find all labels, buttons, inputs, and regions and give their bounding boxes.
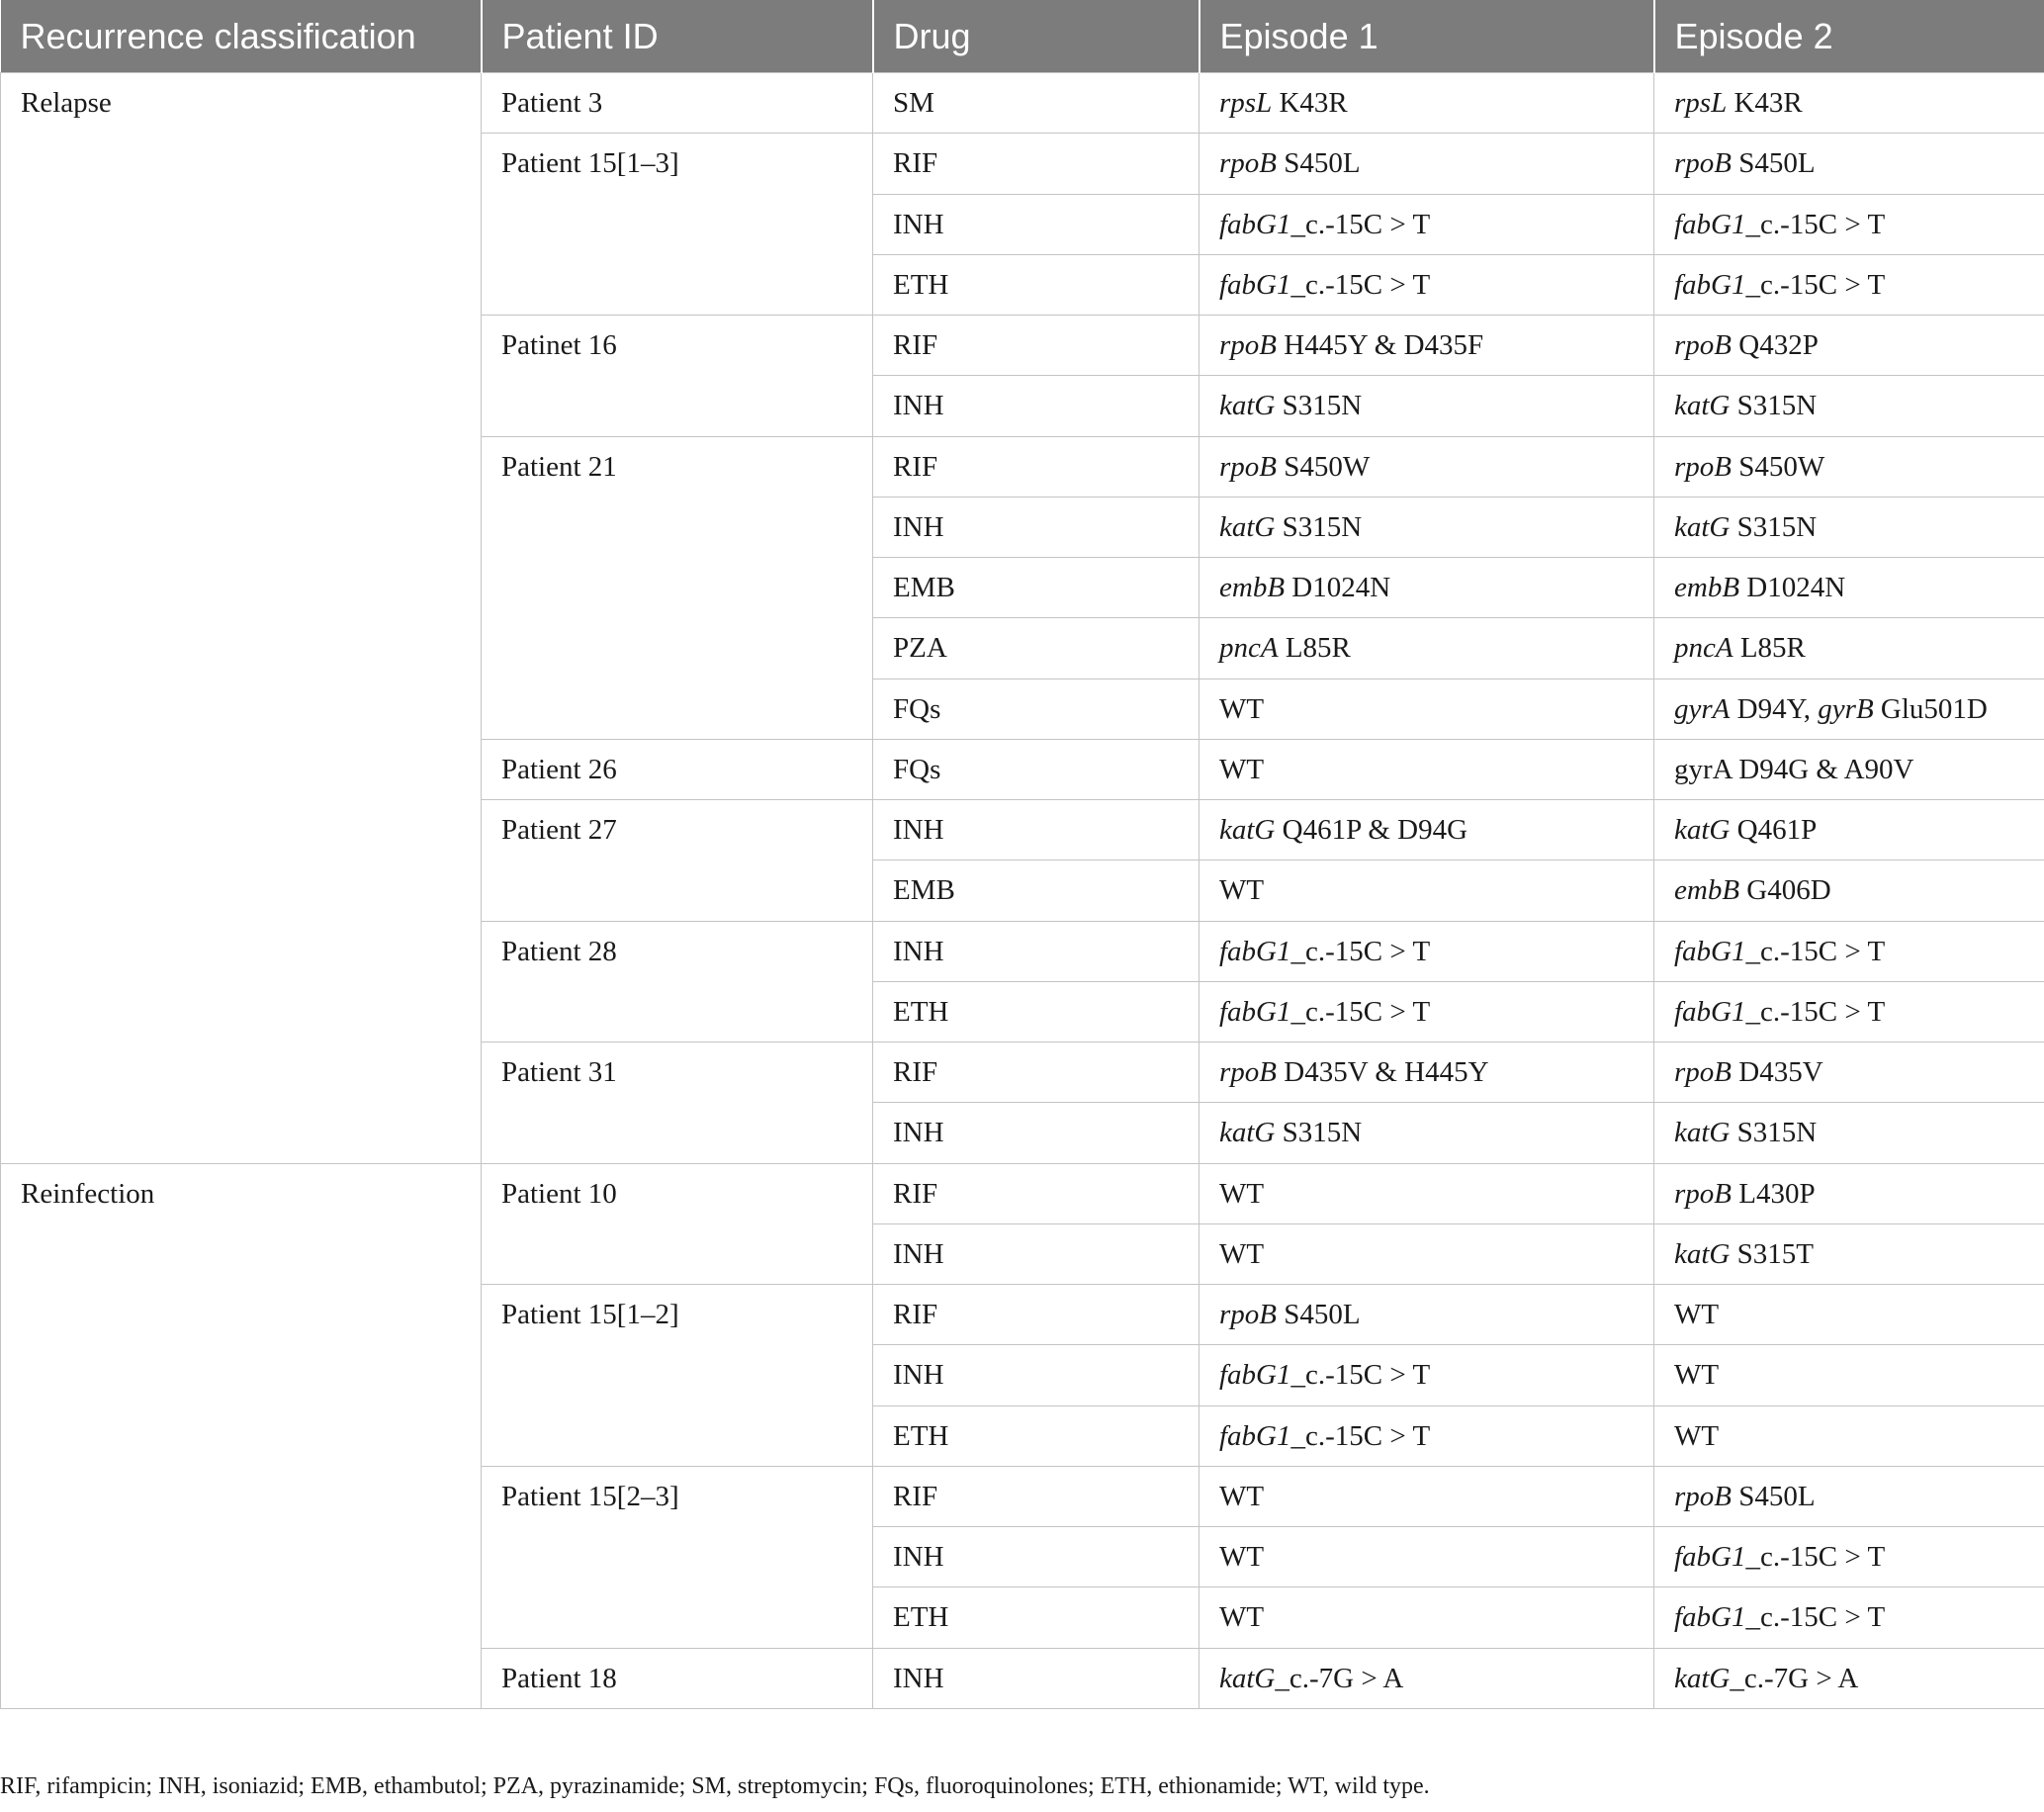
gene-name: katG: [1674, 814, 1731, 846]
drug-cell: INH: [873, 1648, 1200, 1708]
episode-1-cell: [1200, 134, 1654, 194]
drug-cell: RIF: [873, 316, 1200, 376]
mutation-text: Glu501D: [1873, 692, 1988, 725]
drug-cell: RIF: [873, 134, 1200, 194]
mutation-text: gyrA D94G & A90V: [1674, 753, 1914, 785]
gene-name: rpoB: [1674, 1056, 1732, 1088]
recurrence-classification-cell: Reinfection: [1, 1163, 482, 1708]
episode-2-cell: [1654, 1223, 2044, 1284]
mutation-text: _c.-15C > T: [1745, 1541, 1886, 1573]
gene-name: rpoB: [1674, 1177, 1732, 1210]
episode-2-cell: [1654, 1466, 2044, 1526]
episode-1-cell: [1200, 1285, 1654, 1345]
mutation-text: S315N: [1275, 510, 1363, 543]
mutation-text: WT: [1219, 692, 1265, 725]
episode-1-cell: [1200, 1648, 1654, 1708]
drug-cell: RIF: [873, 1163, 1200, 1223]
mutation-text: S315N: [1275, 1117, 1363, 1149]
drug-cell: INH: [873, 1103, 1200, 1163]
gene-name: fabG1: [1219, 268, 1291, 301]
episode-2-cell: [1654, 1042, 2044, 1103]
patient-id-cell: Patient 3: [482, 73, 873, 134]
gene-name: katG: [1219, 1117, 1276, 1149]
gene-name: katG: [1219, 510, 1276, 543]
gene-name: rpoB: [1674, 1480, 1732, 1512]
episode-2-cell: [1654, 316, 2044, 376]
gene-name: rpoB: [1219, 1299, 1277, 1330]
drug-cell: INH: [873, 800, 1200, 861]
mutation-text: _c.-15C > T: [1290, 995, 1431, 1028]
mutation-text: WT: [1219, 753, 1265, 785]
episode-1-cell: [1200, 921, 1654, 981]
drug-cell: ETH: [873, 1587, 1200, 1648]
gene-name: rpsL: [1219, 87, 1273, 119]
gene-name: fabG1: [1674, 995, 1746, 1028]
gene-name: fabG1: [1219, 208, 1291, 240]
drug-cell: PZA: [873, 618, 1200, 679]
patient-id-cell: Patient 15[1–3]: [482, 134, 873, 316]
mutation-text: L85R: [1733, 632, 1806, 665]
gene-name: rpsL: [1674, 87, 1728, 119]
header-recurrence-classification: Recurrence classification: [1, 0, 482, 73]
mutation-text: _c.-15C > T: [1290, 268, 1431, 301]
gene-name: fabG1: [1219, 935, 1291, 967]
episode-1-cell: [1200, 558, 1654, 618]
episode-1-cell: [1200, 1163, 1654, 1223]
gene-name: fabG1: [1219, 1419, 1291, 1452]
episode-2-cell: [1654, 1648, 2044, 1708]
gene-name: rpoB: [1674, 329, 1732, 361]
gene-name: fabG1: [1674, 268, 1746, 301]
gene-name: katG: [1219, 390, 1276, 422]
episode-1-cell: [1200, 800, 1654, 861]
gene-name: rpoB: [1219, 450, 1277, 483]
mutation-text: D435V: [1732, 1056, 1823, 1088]
drug-cell: SM: [873, 73, 1200, 134]
mutation-text: WT: [1219, 1177, 1265, 1210]
drug-cell: INH: [873, 376, 1200, 436]
patient-id-cell: Patient 27: [482, 800, 873, 922]
patient-id-cell: Patient 15[2–3]: [482, 1466, 873, 1648]
gene-name: embB: [1219, 572, 1286, 603]
mutation-text: _c.-15C > T: [1745, 1601, 1886, 1634]
patient-id-cell: Patinet 16: [482, 316, 873, 437]
episode-1-cell: [1200, 1345, 1654, 1405]
episode-2-cell: [1654, 436, 2044, 497]
gene-name: rpoB: [1674, 147, 1732, 180]
episode-2-cell: [1654, 1345, 2044, 1405]
episode-2-cell: [1654, 1405, 2044, 1466]
mutation-text: G406D: [1739, 874, 1831, 907]
drug-cell: FQs: [873, 679, 1200, 739]
gene-name: pncA: [1674, 632, 1733, 665]
drug-cell: INH: [873, 194, 1200, 254]
patient-id-cell: Patient 31: [482, 1042, 873, 1164]
mutation-text: WT: [1219, 1541, 1265, 1573]
patient-id-cell: Patient 26: [482, 739, 873, 799]
mutation-text: _c.-15C > T: [1290, 208, 1431, 240]
patient-id-cell: Patient 28: [482, 921, 873, 1042]
gene-name: rpoB: [1219, 1056, 1277, 1088]
recurrence-classification-cell: Relapse: [1, 73, 482, 1164]
drug-cell: INH: [873, 497, 1200, 557]
mutation-text: Q461P: [1730, 814, 1818, 846]
gene-name: fabG1: [1219, 995, 1291, 1028]
gene-name: fabG1: [1674, 208, 1746, 240]
header-episode-1: Episode 1: [1200, 0, 1654, 73]
mutation-text: S315N: [1730, 390, 1818, 422]
episode-2-cell: [1654, 861, 2044, 921]
episode-2-cell: [1654, 558, 2044, 618]
gene-name: katG: [1674, 390, 1731, 422]
table-footnote: RIF, rifampicin; INH, isoniazid; EMB, ethambutol; PZA, pyrazinamide; SM, streptomycin; FQs, fluoroquinolones; ETH, ethionamide; WT, wild type.: [0, 1773, 1430, 1799]
drug-cell: RIF: [873, 1466, 1200, 1526]
episode-1-cell: [1200, 1042, 1654, 1103]
episode-1-cell: [1200, 981, 1654, 1042]
gene-name: katG: [1674, 1117, 1731, 1149]
mutation-text: _c.-7G > A: [1730, 1662, 1859, 1694]
table-body: [1, 73, 2044, 1709]
gene-name: rpoB: [1674, 450, 1732, 483]
episode-2-cell: [1654, 981, 2044, 1042]
episode-2-cell: [1654, 1163, 2044, 1223]
episode-1-cell: [1200, 1223, 1654, 1284]
mutation-text: L85R: [1278, 632, 1351, 665]
mutation-text: S450L: [1277, 147, 1361, 180]
drug-cell: RIF: [873, 436, 1200, 497]
episode-2-cell: [1654, 254, 2044, 315]
episode-1-cell: [1200, 1587, 1654, 1648]
mutation-text: WT: [1219, 1480, 1265, 1512]
gene-name: fabG1: [1674, 935, 1746, 967]
mutation-text: Q432P: [1732, 329, 1819, 361]
gene-name: katG: [1674, 1237, 1731, 1270]
mutation-text: S315N: [1275, 390, 1363, 422]
mutation-text: _c.-15C > T: [1745, 935, 1886, 967]
gene-name: katG: [1674, 1662, 1731, 1694]
drug-cell: EMB: [873, 558, 1200, 618]
mutation-text: WT: [1219, 1237, 1265, 1270]
drug-cell: RIF: [873, 1285, 1200, 1345]
episode-2-cell: [1654, 497, 2044, 557]
mutation-text: WT: [1674, 1299, 1720, 1330]
drug-cell: INH: [873, 921, 1200, 981]
mutation-text: WT: [1674, 1419, 1720, 1452]
episode-1-cell: [1200, 436, 1654, 497]
mutation-text: L430P: [1732, 1177, 1816, 1210]
episode-1-cell: [1200, 254, 1654, 315]
episode-2-cell: [1654, 739, 2044, 799]
drug-cell: RIF: [873, 1042, 1200, 1103]
header-row: [1, 0, 2044, 73]
gene-name: pncA: [1219, 632, 1279, 665]
drug-cell: ETH: [873, 1405, 1200, 1466]
mutation-text: D94Y,: [1730, 692, 1819, 725]
episode-2-cell: [1654, 1527, 2044, 1587]
mutation-text: WT: [1219, 874, 1265, 907]
header-episode-2: Episode 2: [1654, 0, 2044, 73]
header-patient-id: Patient ID: [482, 0, 873, 73]
mutation-text: Q461P & D94G: [1275, 814, 1468, 846]
patient-id-cell: Patient 10: [482, 1163, 873, 1285]
mutation-text: _c.-15C > T: [1745, 268, 1886, 301]
mutation-text: _c.-15C > T: [1745, 995, 1886, 1028]
drug-cell: ETH: [873, 254, 1200, 315]
episode-2-cell: [1654, 1103, 2044, 1163]
episode-2-cell: [1654, 800, 2044, 861]
episode-1-cell: [1200, 1103, 1654, 1163]
gene-name: embB: [1674, 572, 1740, 603]
episode-1-cell: [1200, 376, 1654, 436]
mutation-text: WT: [1674, 1359, 1720, 1392]
episode-2-cell: [1654, 1285, 2044, 1345]
mutation-text: K43R: [1272, 87, 1348, 119]
mutation-text: S450W: [1277, 450, 1371, 483]
drug-cell: EMB: [873, 861, 1200, 921]
drug-cell: FQs: [873, 739, 1200, 799]
episode-2-cell: [1654, 1587, 2044, 1648]
episode-1-cell: [1200, 679, 1654, 739]
gene-name: rpoB: [1219, 329, 1277, 361]
mutation-text: S315T: [1730, 1237, 1814, 1270]
episode-1-cell: [1200, 73, 1654, 134]
mutation-text: S450L: [1732, 147, 1816, 180]
mutation-text: S450L: [1732, 1480, 1816, 1512]
patient-id-cell: Patient 15[1–2]: [482, 1285, 873, 1467]
episode-1-cell: [1200, 1405, 1654, 1466]
episode-2-cell: [1654, 73, 2044, 134]
episode-1-cell: [1200, 316, 1654, 376]
gene-name: fabG1: [1674, 1541, 1746, 1573]
patient-id-cell: Patient 18: [482, 1648, 873, 1708]
mutation-text: _c.-15C > T: [1290, 1359, 1431, 1392]
episode-2-cell: [1654, 618, 2044, 679]
episode-1-cell: [1200, 861, 1654, 921]
mutation-text: D1024N: [1739, 572, 1846, 603]
episode-1-cell: [1200, 618, 1654, 679]
episode-1-cell: [1200, 739, 1654, 799]
drug-cell: INH: [873, 1527, 1200, 1587]
gene-name: gyrA: [1674, 692, 1731, 725]
drug-cell: INH: [873, 1345, 1200, 1405]
mutation-text: S450W: [1732, 450, 1825, 483]
drug-cell: INH: [873, 1223, 1200, 1284]
mutation-text: S315N: [1730, 510, 1818, 543]
gene-name: katG: [1219, 1662, 1276, 1694]
header-drug: Drug: [873, 0, 1200, 73]
mutation-text: _c.-15C > T: [1290, 935, 1431, 967]
mutation-text: K43R: [1727, 87, 1803, 119]
drug-cell: ETH: [873, 981, 1200, 1042]
gene-name: fabG1: [1674, 1601, 1746, 1634]
gene-name: fabG1: [1219, 1359, 1291, 1392]
episode-1-cell: [1200, 1466, 1654, 1526]
episode-2-cell: [1654, 679, 2044, 739]
mutation-text: _c.-7G > A: [1275, 1662, 1404, 1694]
mutation-text: _c.-15C > T: [1745, 208, 1886, 240]
gene-name: embB: [1674, 874, 1740, 907]
table-row: [1, 73, 2044, 134]
mutation-text: H445Y & D435F: [1277, 329, 1484, 361]
gene-name: katG: [1219, 814, 1276, 846]
gene-name: katG: [1674, 510, 1731, 543]
episode-2-cell: [1654, 194, 2044, 254]
patient-id-cell: Patient 21: [482, 436, 873, 739]
mutation-text: D1024N: [1285, 572, 1391, 603]
table-row: [1, 1163, 2044, 1223]
episode-1-cell: [1200, 497, 1654, 557]
gene-name: rpoB: [1219, 147, 1277, 180]
episode-2-cell: [1654, 134, 2044, 194]
mutation-text: S450L: [1277, 1299, 1361, 1330]
gene-name: gyrB: [1818, 692, 1874, 725]
episode-1-cell: [1200, 194, 1654, 254]
mutation-text: S315N: [1730, 1117, 1818, 1149]
mutation-text: _c.-15C > T: [1290, 1419, 1431, 1452]
episode-2-cell: [1654, 376, 2044, 436]
episode-2-cell: [1654, 921, 2044, 981]
mutation-text: WT: [1219, 1601, 1265, 1634]
episode-1-cell: [1200, 1527, 1654, 1587]
mutation-text: D435V & H445Y: [1277, 1056, 1489, 1088]
